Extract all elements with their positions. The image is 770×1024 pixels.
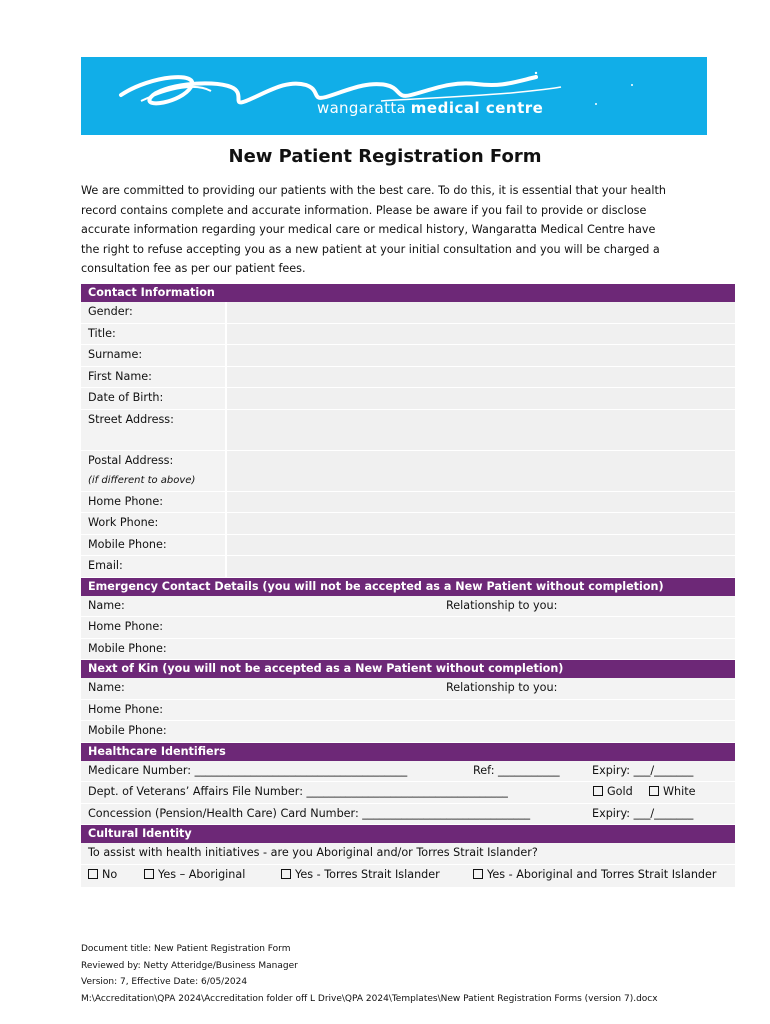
gold-label: Gold <box>607 785 633 798</box>
option-tsi[interactable] <box>281 865 440 885</box>
postal-address-field[interactable] <box>227 451 735 491</box>
first-name-row <box>81 367 735 389</box>
concession-expiry-label: Expiry: ___/_______ <box>592 806 694 820</box>
gender-row <box>81 302 735 324</box>
home-phone-field[interactable] <box>227 492 735 513</box>
option-tsi-label: Yes - Torres Strait Islander <box>295 867 440 881</box>
postal-address-row <box>81 451 735 492</box>
option-no[interactable] <box>88 865 117 885</box>
intro-line: record contains complete and accurate information. Please be aware if you fail to provide or disclose <box>81 203 647 217</box>
street-address-field[interactable] <box>227 410 735 450</box>
medicare-ref-label: Ref: ___________ <box>473 763 560 777</box>
emergency-section-header: Emergency Contact Details (you will not be accepted as a New Patient without completion) <box>81 578 735 596</box>
brand-light-text: wangaratta <box>317 99 406 117</box>
postal-address-note: (if different to above) <box>88 474 196 486</box>
footer-path: M:\Accreditation\QPA 2024\Accreditation folder off L Drive\QPA 2024\Templates\New Patient Registration Forms (version 7).docx <box>81 993 658 1004</box>
option-aboriginal[interactable] <box>144 865 245 885</box>
option-aboriginal-label: Yes – Aboriginal <box>158 867 246 881</box>
medicare-row[interactable] <box>81 761 735 783</box>
emergency-name-label: Name: <box>88 598 125 612</box>
email-field[interactable] <box>227 556 735 577</box>
both-checkbox-icon[interactable] <box>473 869 483 879</box>
wmc-logo-swirl-icon <box>81 57 707 135</box>
registration-form <box>81 284 735 888</box>
first-name-label: First Name: <box>81 367 225 388</box>
kin-section-header: Next of Kin (you will not be accepted as a New Patient without completion) <box>81 660 735 678</box>
brand-bold-text: medical centre <box>410 99 544 117</box>
emergency-mobile-phone-row[interactable] <box>81 639 735 661</box>
document-footer <box>81 941 658 1007</box>
work-phone-label: Work Phone: <box>81 513 225 534</box>
dva-gold-option[interactable] <box>593 782 633 802</box>
footer-reviewed: Reviewed by: Netty Atteridge/Business Manager <box>81 960 298 971</box>
medicare-expiry-label: Expiry: ___/_______ <box>592 763 694 777</box>
surname-label: Surname: <box>81 345 225 366</box>
no-checkbox-icon[interactable] <box>88 869 98 879</box>
intro-line: consultation fee as per our patient fees. <box>81 262 306 276</box>
first-name-field[interactable] <box>227 367 735 388</box>
cultural-question-row <box>81 843 735 865</box>
kin-relationship-label: Relationship to you: <box>446 681 558 694</box>
dob-row <box>81 388 735 410</box>
home-phone-label: Home Phone: <box>81 492 225 513</box>
emergency-home-phone-row[interactable] <box>81 617 735 639</box>
dob-field[interactable] <box>227 388 735 409</box>
work-phone-field[interactable] <box>227 513 735 534</box>
footer-doc-title: Document title: New Patient Registration Form <box>81 944 291 954</box>
email-label: Email: <box>81 556 225 577</box>
mobile-phone-row <box>81 535 735 557</box>
intro-line: accurate information regarding your medical care or medical history, Wangaratta Medical Centre have <box>81 223 656 237</box>
dob-label: Date of Birth: <box>81 388 225 409</box>
kin-mobile-phone-label: Mobile Phone: <box>88 724 167 737</box>
gender-field[interactable] <box>227 302 735 323</box>
street-address-label: Street Address: <box>81 410 225 450</box>
option-no-label: No <box>102 867 118 881</box>
postal-address-label: Postal Address: <box>88 453 174 467</box>
kin-name-label: Name: <box>88 681 125 694</box>
kin-mobile-phone-row[interactable] <box>81 721 735 743</box>
dva-label: Dept. of Veterans’ Affairs File Number: ____________________________________ <box>88 785 508 798</box>
surname-field[interactable] <box>227 345 735 366</box>
dva-white-option[interactable] <box>649 782 696 802</box>
surname-row <box>81 345 735 367</box>
intro-paragraph <box>81 181 701 279</box>
cultural-section-header: Cultural Identity <box>81 825 735 843</box>
concession-label: Concession (Pension/Health Care) Card Number: ______________________________ <box>88 806 531 820</box>
option-both-label: Yes - Aboriginal and Torres Strait Islander <box>487 867 717 881</box>
option-both[interactable] <box>473 865 717 885</box>
white-label: White <box>663 785 696 798</box>
postal-address-label-group <box>81 451 225 491</box>
footer-version: Version: 7, Effective Date: 6/05/2024 <box>81 977 248 987</box>
emergency-name-row[interactable] <box>81 596 735 618</box>
header-banner <box>81 57 707 135</box>
gold-checkbox-icon[interactable] <box>593 786 603 796</box>
intro-line: We are committed to providing our patients with the best care. To do this, it is essential that your health <box>81 184 666 197</box>
mobile-phone-label: Mobile Phone: <box>81 535 225 556</box>
home-phone-row <box>81 492 735 514</box>
emergency-home-phone-label: Home Phone: <box>88 620 164 633</box>
medicare-label: Medicare Number: ______________________________________ <box>88 763 408 777</box>
work-phone-row <box>81 513 735 535</box>
mobile-phone-field[interactable] <box>227 535 735 556</box>
contact-section-header: Contact Information <box>81 284 735 302</box>
dva-row[interactable] <box>81 782 735 804</box>
page-title: New Patient Registration Form <box>228 146 542 167</box>
title-row <box>81 324 735 346</box>
emergency-relationship-label: Relationship to you: <box>446 598 558 612</box>
title-field[interactable] <box>227 324 735 345</box>
healthcare-section-header: Healthcare Identifiers <box>81 743 735 761</box>
cultural-question: To assist with health initiatives - are you Aboriginal and/or Torres Strait Islander? <box>88 846 538 859</box>
white-checkbox-icon[interactable] <box>649 786 659 796</box>
concession-row[interactable] <box>81 804 735 826</box>
kin-home-phone-label: Home Phone: <box>88 702 164 716</box>
emergency-mobile-phone-label: Mobile Phone: <box>88 641 167 655</box>
kin-name-row[interactable] <box>81 678 735 700</box>
gender-label: Gender: <box>81 302 225 323</box>
tsi-checkbox-icon[interactable] <box>281 869 291 879</box>
email-row <box>81 556 735 578</box>
cultural-options-row <box>81 865 735 888</box>
kin-home-phone-row[interactable] <box>81 700 735 722</box>
intro-line: the right to refuse accepting you as a new patient at your initial consultation and you will be charged a <box>81 242 660 256</box>
street-address-row <box>81 410 735 451</box>
aboriginal-checkbox-icon[interactable] <box>144 869 154 879</box>
brand-name <box>317 99 543 117</box>
title-label: Title: <box>81 324 225 345</box>
